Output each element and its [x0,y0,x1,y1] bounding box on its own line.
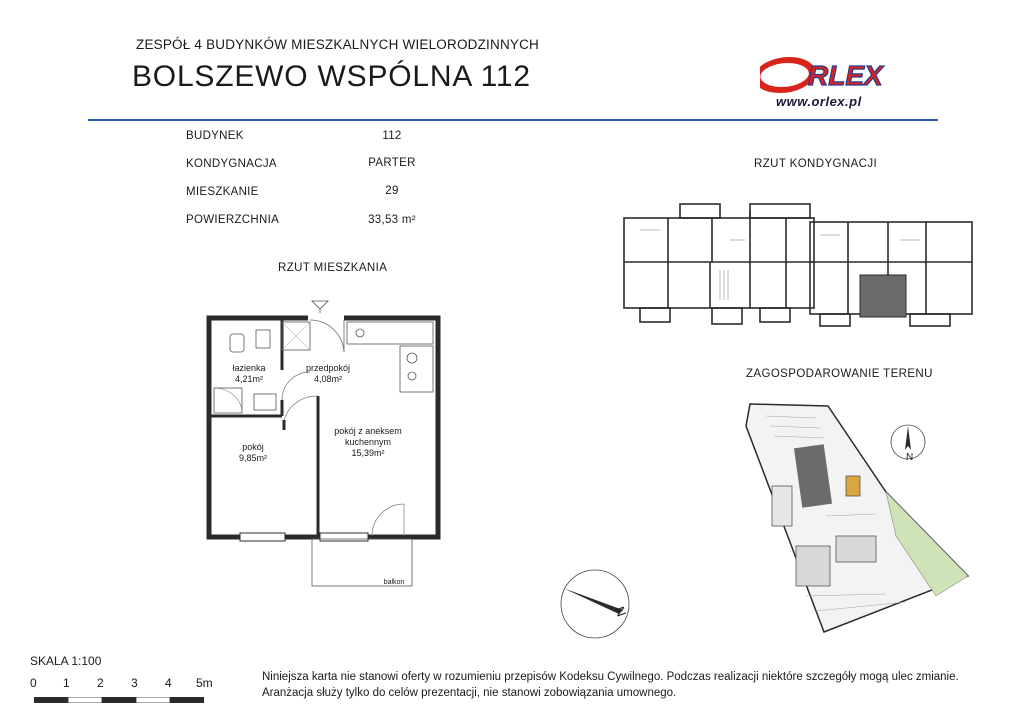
info-value-building: 112 [382,130,402,142]
room-balcony-label: balkon [383,579,405,586]
disclaimer [262,669,962,701]
apartment-plan-title: RZUT MIESZKANIA [278,262,388,274]
info-label-apartment: MIESZKANIE [186,186,259,198]
disclaimer-line-2: Aranżacja służy tylko do celów prezentacji, nie stanowi zobowiązania umownego. [262,687,677,699]
svg-text:RLEX: RLEX [808,60,883,91]
info-label-area: POWIERZCHNIA [186,214,280,226]
room-bathroom-label [224,363,274,385]
scale-mark: 0 [30,676,37,690]
scale-mark: 4 [165,676,172,690]
building-floor-plan [620,200,980,330]
site-plan-title: ZAGOSPODAROWANIE TERENU [746,368,933,380]
room-living-label [328,426,408,459]
info-label-building: BUDYNEK [186,130,244,142]
info-label-floor: KONDYGNACJA [186,158,277,170]
scale-bar [34,690,214,696]
scale-title: SKALA 1:100 [30,654,102,668]
apartment-compass-icon [555,566,645,646]
info-value-area: 33,53 m² [368,214,416,226]
disclaimer-line-1: Niniejsza karta nie stanowi oferty w rozumieniu przepisów Kodeksu Cywilnego. Podczas realizacji niektóre szczegóły mogą ulec zmianie. [262,671,959,683]
info-value-apartment: 29 [385,185,399,197]
scale-mark: 1 [63,676,70,690]
header-divider [88,119,938,121]
info-value-floor: PARTER [368,157,416,169]
room-bedroom-label [228,442,278,464]
room-living-name: pokój z aneksem kuchennym [334,426,402,447]
room-hallway-area: 4,08m² [313,374,342,384]
project-title: BOLSZEWO WSPÓLNA 112 [132,60,531,93]
scale-mark: 2 [97,676,104,690]
room-bedroom-area: 9,85m² [238,453,267,463]
scale-mark: 3 [131,676,138,690]
project-subtitle: ZESPÓŁ 4 BUDYNKÓW MIESZKALNYCH WIELORODZINNYCH [136,37,540,52]
room-living-area: 15,39m² [351,448,385,458]
orlex-logo [760,55,940,95]
site-plan-map [736,396,976,636]
apartment-compass-north-label: N [612,604,630,619]
room-hallway-name: przedpokój [305,363,351,373]
compass-north-label: N [906,452,914,463]
room-bathroom-area: 4,21m² [234,374,263,384]
room-hallway-label [298,363,358,385]
website-link[interactable]: www.orlex.pl [776,94,862,109]
floor-plan-title: RZUT KONDYGNACJI [754,158,878,170]
room-bedroom-name: pokój [242,442,264,452]
room-bathroom-name: łazienka [232,363,266,373]
scale-mark: 5m [196,676,213,690]
